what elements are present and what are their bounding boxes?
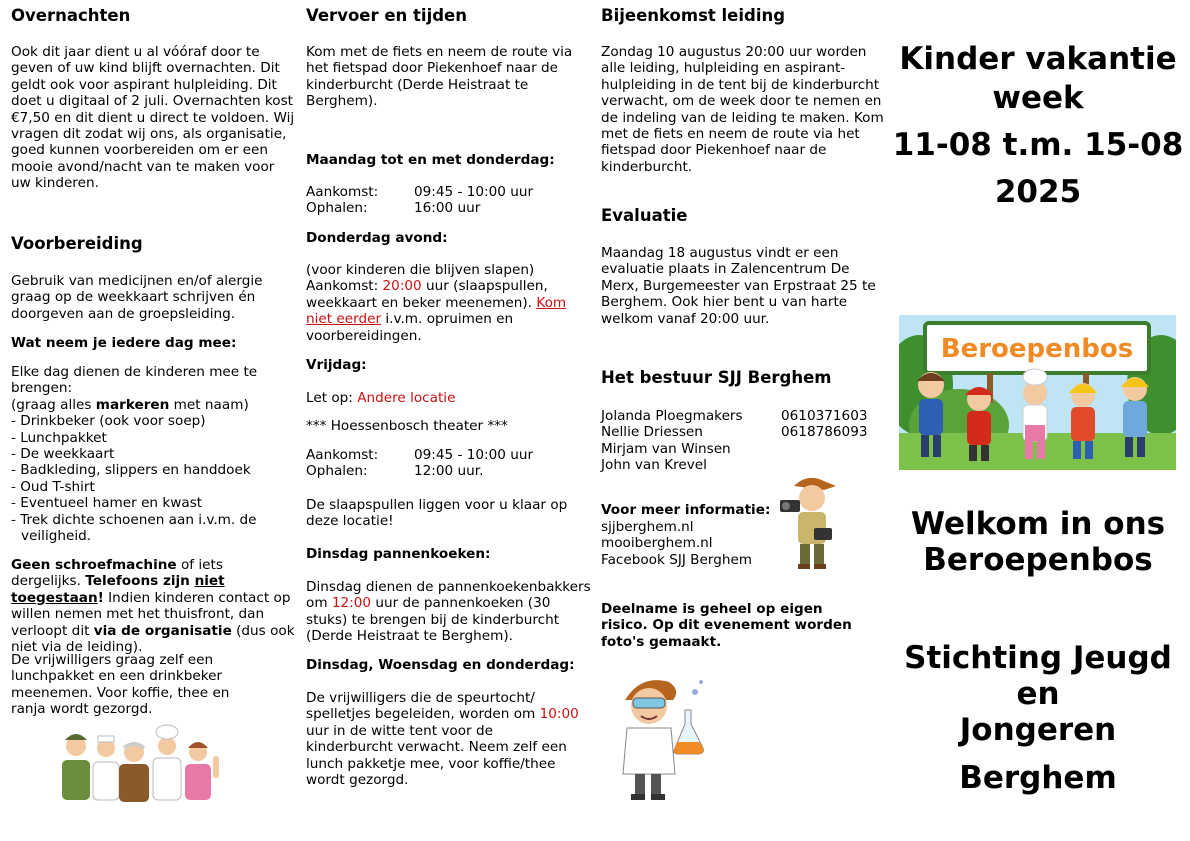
heading-overnachten: Overnachten (11, 6, 131, 25)
welcome-heading (890, 506, 1186, 578)
text-theater: *** Hoessenbosch theater *** (306, 418, 508, 434)
text-vrijwilligers: De vrijwilligers graag zelf een lunchpakket en een drinkbeker meenemen. Voor koffie, thee en ranja wordt gezorgd. (11, 652, 230, 718)
link-mooiberghem: mooiberghem.nl (601, 535, 713, 552)
heading-bestuur: Het bestuur SJJ Berghem (601, 368, 832, 387)
label-ophalen: Ophalen: (306, 200, 368, 217)
scientist-illustration (611, 670, 711, 806)
heading-maandag-donderdag: Maandag tot en met donderdag: (306, 152, 555, 168)
list-item: - Trek dichte schoenen aan i.v.m. de veiligheid. (11, 511, 257, 545)
bestuur-list (601, 408, 868, 474)
text-evaluatie: Maandag 18 augustus vindt er een evaluatie plaats in Zalencentrum De Merx, Burgemeester van Erpstraat 25 te Berghem. Ook hier bent u van harte welkom vanaf 20:00 uur. (601, 245, 876, 327)
organisation-line-3: Berghem (959, 760, 1117, 796)
info-links (601, 519, 752, 568)
label-aankomst: Aankomst: (306, 184, 379, 200)
link-facebook: Facebook SJJ Berghem (601, 551, 753, 568)
text-pannenkoeken: Dinsdag dienen de pannenkoekenbakkers om 12:00 uur de pannenkoeken (30 stuks) te brengen bij de kinderburcht (Derde Heistraat te Berghem). (306, 579, 591, 645)
packing-list (11, 364, 281, 544)
times-mado (306, 184, 533, 217)
text-rules: Geen schroefmachine of iets dergelijks. Telefoons zijn niet toegestaan! Indien kinderen contact op willen nemen met het thuisfront, dan verloopt dit via de organisatie (dus ook niet via de leiding). (11, 557, 295, 656)
organisation-name (890, 640, 1186, 796)
text-bijeenkomst: Zondag 10 augustus 20:00 uur worden alle leiding, hulpleiding en aspirant-hulpleiding in de tent bij de kinderburcht verwacht, om de week door te nemen en de indeling van de leiding te maken. Kom met de fiets en neem de route via het fietspad door Piekenhoef naar de kinderburcht. (601, 44, 884, 175)
welcome-line-2: Beroepenbos (923, 542, 1153, 578)
heading-pannenkoeken: Dinsdag pannenkoeken: (306, 546, 491, 562)
list-item: - Badkleding, slippers en handdoek (11, 462, 251, 479)
value-aankomst: 09:45 - 10:00 uur (414, 184, 534, 200)
photographer-illustration (776, 472, 856, 572)
heading-dinsdag-woensdag-donderdag: Dinsdag, Woensdag en donderdag: (306, 657, 575, 673)
list-item: - De weekkaart (11, 446, 115, 463)
banner-text: Beroepenbos (940, 334, 1134, 364)
link-sjjberghem: sjjberghem.nl (601, 519, 694, 535)
cover-title-line-2: week (992, 80, 1084, 116)
text-vervoer: Kom met de fiets en neem de route via het fietspad door Piekenhoef naar de kinderburcht (Derde Heistraat te Berghem). (306, 44, 573, 110)
heading-evaluatie: Evaluatie (601, 206, 688, 225)
list-item: - Lunchpakket (11, 429, 107, 446)
text-vrijwilligers-speurtocht: De vrijwilligers die de speurtocht/ spelletjes begeleiden, worden om 10:00 uur in de witte tent voor de kinderburcht verwacht. Neem zelf een lunch pakketje mee, voor koffie/thee wordt gezorgd. (306, 690, 579, 789)
heading-meer-informatie: Voor meer informatie: (601, 502, 771, 518)
list-item: - Eventueel hamer en kwast (11, 495, 203, 512)
text-donderdag-avond: (voor kinderen die blijven slapen) Aankomst: 20:00 uur (slaapspullen, weekkaart en beker meenemen). Kom niet eerder i.v.m. opruimen en voorbereidingen. (306, 262, 567, 344)
heading-vrijdag: Vrijdag: (306, 357, 367, 373)
packing-note: (graag alles markeren met naam) (11, 396, 249, 413)
list-item: Mirjam van Winsen (601, 440, 731, 457)
text-slaapspullen: De slaapspullen liggen voor u klaar op deze locatie! (306, 497, 568, 530)
value-ophalen: 16:00 uur (414, 200, 481, 217)
text-voorbereiding: Gebruik van medicijnen en/of alergie graag op de weekkaart schrijven én doorgeven aan de groepsleiding. (11, 273, 263, 322)
list-item: Nellie Driessen 0618786093 (601, 424, 868, 441)
list-item: - Drinkbeker (ook voor soep) (11, 413, 206, 430)
text-let-op: Let op: Andere locatie (306, 390, 456, 406)
heading-wat-neem-je-mee: Wat neem je iedere dag mee: (11, 335, 237, 351)
cover-title (890, 36, 1186, 216)
heading-vervoer: Vervoer en tijden (306, 6, 467, 25)
cover-dates: 11-08 t.m. 15-08 (892, 127, 1184, 163)
list-item: John van Krevel (601, 457, 707, 474)
welcome-line-1: Welkom in ons (910, 506, 1166, 542)
cover-title-line-1: Kinder vakantie (899, 41, 1177, 77)
list-item: Jolanda Ploegmakers 0610371603 (601, 408, 868, 424)
organisation-line-2: Jongeren (959, 712, 1117, 748)
list-item: - Oud T-shirt (11, 478, 95, 495)
packing-items (11, 413, 281, 544)
professions-illustration (57, 722, 237, 804)
beroepenbos-banner-image (899, 315, 1176, 470)
organisation-line-1: Stichting Jeugd en (904, 640, 1172, 712)
times-vrijdag: Aankomst: 09:45 - 10:00 uur Ophalen: 12:00 uur. (306, 447, 534, 480)
text-risico: Deelname is geheel op eigen risico. Op dit evenement worden foto's gemaakt. (601, 601, 852, 650)
cover-year: 2025 (994, 174, 1082, 210)
heading-bijeenkomst: Bijeenkomst leiding (601, 6, 786, 25)
heading-voorbereiding: Voorbereiding (11, 234, 143, 253)
text-overnachten: Ook dit jaar dient u al vóóraf door te geven of uw kind blijft overnachten. Dit geldt ook voor aspirant hulpleiding. Dit doet u digitaal of 2 juli. Overnachten kost €7,50 en dit dient u direct te voldoen. Wij vragen dit zodat wij ons, als organisatie, goed kunnen voorbereiden om er een mooie avond/nacht van te maken voor uw kinderen. (11, 44, 295, 192)
heading-donderdag-avond: Donderdag avond: (306, 230, 448, 246)
packing-intro: Elke dag dienen de kinderen mee te brengen: (11, 364, 258, 397)
